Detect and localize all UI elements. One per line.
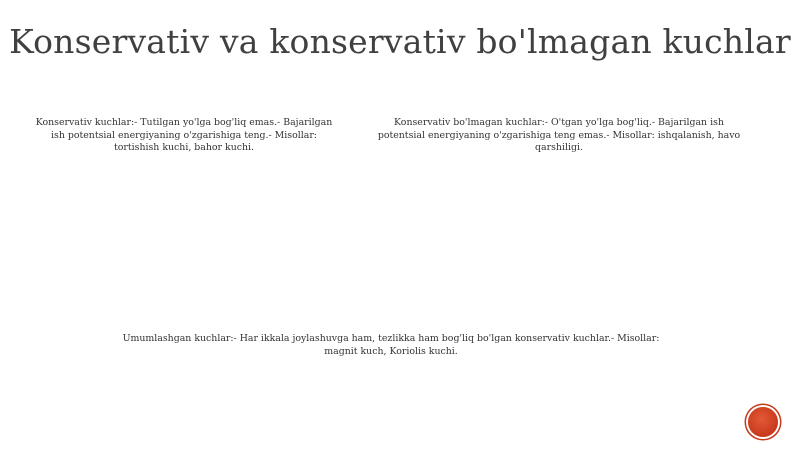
generalized-forces-text: Umumlashgan kuchlar:- Har ikkala joylashuvga ham, tezlikka ham bog'liq bo'lgan konservativ kuchlar.- Misollar: magnit kuch, Koriolis kuchi. bbox=[122, 333, 660, 357]
non-conservative-forces-text: Konservativ bo'lmagan kuchlar:- O'tgan yo'lga bog'liq.- Bajarilgan ish potentsial energiyaning o'zgarishiga teng emas.- Misollar: ishqalanish, havo qarshiligi. bbox=[377, 117, 741, 153]
slide-nav-button-icon[interactable] bbox=[748, 407, 778, 437]
slide-title: Konservativ va konservativ bo'lmagan kuchlar bbox=[9, 22, 791, 61]
conservative-forces-text: Konservativ kuchlar:- Tutilgan yo'lga bog'liq emas.- Bajarilgan ish potentsial energiyaning o'zgarishiga teng.- Misollar: tortishish kuchi, bahor kuchi. bbox=[35, 117, 333, 153]
